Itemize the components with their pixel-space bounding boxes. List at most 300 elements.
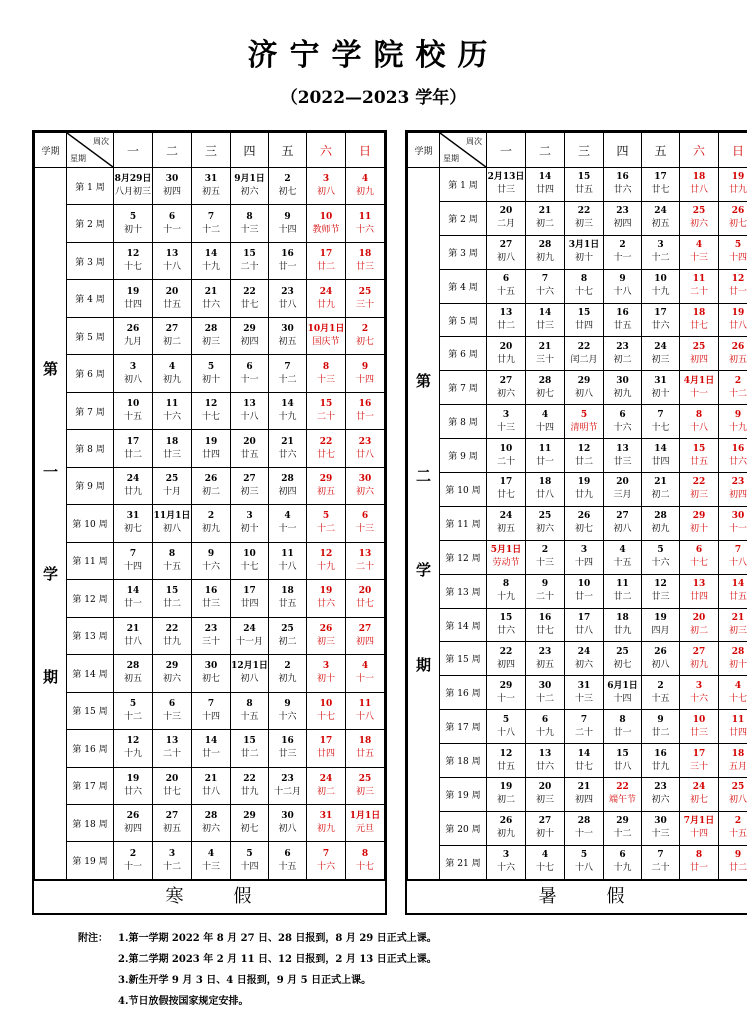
day-cell	[565, 405, 604, 439]
day-lunar: 廿八	[201, 786, 220, 797]
day-cell	[114, 317, 153, 354]
day-date: 3	[695, 680, 703, 691]
day-lunar: 十二	[162, 861, 181, 872]
day-lunar: 初七	[278, 187, 297, 198]
day-lunar: 十七	[689, 558, 708, 569]
day-lunar: 十六	[162, 412, 181, 423]
day-cell	[487, 269, 526, 303]
day-cell	[565, 473, 604, 507]
day-lunar: 廿四	[689, 592, 708, 603]
week-row	[408, 744, 747, 778]
day-date: 13	[616, 443, 629, 454]
day-date: 20	[165, 286, 179, 297]
day-cell	[680, 642, 719, 676]
day-date: 7	[734, 545, 742, 556]
week-label: 第 6 周	[67, 355, 114, 392]
day-lunar: 初四	[355, 636, 374, 647]
day-cell	[487, 303, 526, 337]
day-date: 26	[126, 811, 140, 822]
day-date: 4	[284, 511, 291, 522]
day-date: 18	[358, 249, 372, 260]
day-lunar: 十五	[162, 561, 181, 572]
day-lunar: 十九	[201, 262, 220, 273]
day-lunar: 十九	[613, 863, 632, 874]
day-cell	[487, 642, 526, 676]
day-date: 6	[284, 848, 291, 859]
week-label: 第 1 周	[440, 168, 487, 202]
day-date: 6	[619, 850, 626, 861]
day-date: 23	[731, 477, 745, 488]
day-cell	[307, 692, 346, 729]
week-row	[408, 439, 747, 473]
day-lunar: 初四	[240, 337, 259, 348]
day-lunar: 十三	[535, 558, 554, 569]
day-lunar: 初二	[689, 626, 708, 637]
day-cell	[269, 804, 307, 841]
day-cell	[192, 542, 231, 579]
note-item-4: 4.节日放假按国家规定安排。	[118, 996, 249, 1007]
day-cell	[642, 371, 680, 405]
day-date: 27	[358, 623, 372, 634]
day-lunar: 十六	[201, 561, 220, 572]
day-date: 23	[654, 782, 667, 793]
day-lunar: 廿四	[316, 749, 335, 760]
day-date: 2	[284, 661, 291, 672]
day-date: 28	[126, 661, 140, 672]
day-date: 8	[246, 211, 253, 222]
day-date: 23	[358, 436, 372, 447]
day-cell	[114, 467, 153, 504]
day-lunar: 十八	[240, 412, 259, 423]
day-date: 19	[126, 773, 140, 784]
day-date: 13	[165, 736, 179, 747]
day-lunar: 国庆节	[312, 337, 340, 348]
day-lunar: 初十	[651, 388, 670, 399]
day-cell	[719, 337, 747, 371]
day-date: 5	[657, 545, 664, 556]
week-label: 第 15 周	[67, 692, 114, 729]
day-cell	[719, 371, 747, 405]
day-lunar: 二月	[496, 219, 515, 230]
day-cell	[565, 608, 604, 642]
day-cell	[346, 168, 385, 205]
day-cell	[526, 778, 565, 812]
day-cell	[153, 804, 192, 841]
day-lunar: 九月	[123, 337, 142, 348]
day-date: 8	[502, 579, 510, 590]
day-lunar: 初八	[651, 659, 670, 670]
day-lunar: 初七	[240, 824, 259, 835]
week-label: 第 20 周	[440, 811, 487, 845]
day-lunar: 初三	[535, 795, 554, 806]
day-lunar: 十九	[496, 592, 515, 603]
day-date: 3	[246, 511, 253, 522]
day-lunar: 初七	[355, 337, 374, 348]
day-date: 17	[577, 613, 591, 624]
day-lunar: 初五	[496, 524, 515, 535]
day-date: 4	[541, 409, 549, 420]
day-date: 13	[358, 548, 372, 559]
header-day-6: 六	[307, 133, 346, 168]
day-lunar: 廿一	[613, 727, 632, 738]
day-date: 25	[358, 286, 372, 297]
week-row	[35, 730, 385, 767]
day-lunar: 初三	[355, 786, 374, 797]
semester-name-char: 第	[415, 372, 431, 391]
day-date: 4	[541, 850, 549, 861]
day-date: 2	[207, 511, 215, 522]
day-cell	[565, 811, 604, 845]
day-lunar: 廿一	[728, 287, 747, 298]
week-label: 第 19 周	[67, 842, 114, 879]
day-lunar: 十五	[278, 861, 297, 872]
day-lunar: 廿七	[162, 786, 181, 797]
day-date: 11	[538, 443, 552, 454]
day-cell	[346, 580, 385, 617]
vacation-banner	[34, 879, 385, 913]
day-lunar: 初九	[316, 824, 335, 835]
day-lunar: 廿六	[613, 185, 632, 196]
header-term: 学期	[408, 133, 440, 168]
day-cell	[114, 392, 153, 429]
day-cell	[680, 337, 719, 371]
day-lunar: 廿四	[240, 599, 259, 610]
day-lunar: 初二	[496, 795, 515, 806]
day-cell	[526, 303, 565, 337]
day-cell	[604, 269, 642, 303]
day-lunar: 十九	[728, 422, 747, 433]
week-row	[35, 168, 385, 205]
day-date: 17	[654, 308, 667, 318]
day-cell	[719, 201, 747, 235]
day-lunar: 十一	[496, 693, 515, 704]
day-lunar: 十五	[240, 711, 259, 722]
week-row	[408, 676, 747, 710]
day-lunar: 十六	[651, 558, 670, 569]
day-cell	[346, 804, 385, 841]
day-date: 29	[243, 811, 256, 822]
day-date: 8	[322, 361, 330, 372]
day-lunar: 廿六	[201, 299, 220, 310]
day-lunar: 十一	[613, 253, 632, 264]
day-cell	[604, 845, 642, 879]
week-label: 第 2 周	[67, 205, 114, 242]
day-cell	[231, 804, 269, 841]
day-date: 12月1日	[231, 661, 268, 672]
day-date: 2	[129, 848, 137, 859]
day-cell	[604, 303, 642, 337]
semester-name-char: 第	[42, 360, 58, 379]
day-date: 5	[502, 714, 510, 725]
day-date: 9	[207, 548, 215, 559]
day-lunar: 十二	[651, 253, 670, 264]
day-cell	[269, 842, 307, 879]
day-cell	[642, 439, 680, 473]
day-cell	[680, 676, 719, 710]
week-row	[35, 580, 385, 617]
day-lunar: 初六	[574, 659, 593, 670]
week-label: 第 14 周	[67, 655, 114, 692]
day-cell	[487, 574, 526, 608]
day-date: 5	[580, 409, 588, 420]
day-lunar: 十八	[278, 561, 297, 572]
day-cell	[346, 655, 385, 692]
day-cell	[231, 467, 269, 504]
day-cell	[642, 168, 680, 202]
day-date: 12	[204, 399, 218, 410]
day-cell	[114, 280, 153, 317]
day-cell	[307, 280, 346, 317]
day-cell	[642, 676, 680, 710]
day-date: 25	[281, 623, 294, 634]
day-cell	[642, 235, 680, 269]
day-date: 29	[616, 816, 629, 827]
week-label: 第 17 周	[67, 767, 114, 804]
day-cell	[642, 405, 680, 439]
day-lunar: 初八	[574, 388, 593, 399]
day-cell	[231, 280, 269, 317]
day-date: 15	[243, 736, 256, 747]
day-cell	[307, 542, 346, 579]
day-date: 27	[243, 473, 256, 484]
day-date: 26	[319, 623, 333, 634]
day-date: 7	[207, 698, 215, 709]
day-date: 11	[358, 698, 372, 709]
day-lunar: 廿六	[123, 786, 142, 797]
week-row	[408, 506, 747, 540]
day-lunar: 初十	[316, 674, 335, 685]
day-cell	[604, 506, 642, 540]
day-date: 29	[319, 473, 333, 484]
day-lunar: 廿八	[689, 185, 708, 196]
day-date: 22	[692, 477, 706, 488]
day-lunar: 廿八	[355, 449, 374, 460]
week-row	[408, 642, 747, 676]
day-date: 5	[129, 211, 137, 222]
day-date: 16	[281, 249, 294, 260]
day-lunar: 廿二	[613, 592, 632, 603]
day-cell	[346, 355, 385, 392]
day-lunar: 十九	[278, 412, 297, 423]
day-date: 6	[541, 714, 549, 725]
week-row	[35, 842, 385, 879]
day-cell	[526, 642, 565, 676]
week-label: 第 7 周	[67, 392, 114, 429]
day-cell	[269, 467, 307, 504]
day-date: 15	[319, 399, 333, 410]
day-date: 26	[654, 646, 667, 657]
day-cell	[153, 730, 192, 767]
day-cell	[604, 642, 642, 676]
week-row	[408, 201, 747, 235]
day-cell	[269, 242, 307, 279]
day-lunar: 初九	[535, 253, 554, 264]
day-cell	[231, 767, 269, 804]
day-lunar: 十七	[201, 412, 220, 423]
day-lunar: 廿九	[613, 626, 632, 637]
day-lunar: 十月	[162, 486, 181, 497]
day-lunar: 廿三	[535, 321, 554, 331]
day-lunar: 清明节	[570, 422, 598, 433]
day-date: 17	[499, 477, 513, 488]
day-lunar: 廿二	[574, 456, 593, 467]
day-date: 2	[541, 545, 549, 556]
day-lunar: 初四	[689, 354, 708, 365]
header-day-2: 二	[153, 133, 192, 168]
day-date: 27	[616, 511, 629, 522]
day-lunar: 初七	[123, 524, 142, 535]
day-cell	[604, 168, 642, 202]
week-row	[35, 655, 385, 692]
day-date: 30	[538, 680, 552, 691]
day-lunar: 十五	[123, 412, 142, 423]
page-subtitle: （2022—2023 学年）	[280, 88, 467, 108]
day-lunar: 闰二月	[570, 354, 598, 365]
day-cell	[307, 392, 346, 429]
day-cell	[565, 744, 604, 778]
semester-name-char: 期	[42, 667, 58, 686]
day-date: 3	[502, 850, 510, 861]
day-lunar: 十五	[728, 829, 747, 840]
day-cell	[719, 269, 747, 303]
day-lunar: 十八	[574, 863, 593, 874]
day-cell	[346, 692, 385, 729]
calendar-table	[407, 132, 747, 880]
day-cell	[153, 168, 192, 205]
day-date: 10	[319, 211, 333, 222]
day-date: 17	[319, 249, 333, 260]
day-cell	[153, 655, 192, 692]
day-date: 11	[358, 211, 372, 222]
day-cell	[642, 574, 680, 608]
day-cell	[642, 710, 680, 744]
day-cell	[269, 692, 307, 729]
day-date: 27	[165, 324, 179, 335]
week-row	[35, 505, 385, 542]
week-label: 第 5 周	[67, 317, 114, 354]
day-date: 12	[654, 579, 667, 590]
day-lunar: 十四	[278, 224, 297, 235]
day-cell	[565, 337, 604, 371]
day-date: 19	[577, 477, 591, 488]
day-cell	[192, 505, 231, 542]
header-term: 学期	[35, 133, 67, 168]
day-lunar: 廿七	[355, 599, 374, 610]
day-cell	[307, 242, 346, 279]
day-cell	[680, 811, 719, 845]
day-date: 5	[246, 848, 253, 859]
semester-name-char: 二	[415, 466, 431, 485]
day-date: 13	[692, 579, 706, 590]
day-date: 11	[731, 714, 745, 725]
day-lunar: 劳动节	[492, 558, 520, 569]
day-date: 19	[126, 286, 140, 297]
day-cell	[307, 617, 346, 654]
day-cell	[307, 730, 346, 767]
day-lunar: 初十	[574, 253, 593, 264]
day-lunar: 廿一	[355, 412, 374, 423]
day-date: 19	[499, 782, 513, 793]
day-cell	[565, 303, 604, 337]
day-cell	[153, 467, 192, 504]
day-cell	[231, 355, 269, 392]
day-date: 11	[616, 579, 629, 590]
header-day-7: 日	[719, 133, 747, 168]
day-lunar: 廿一	[123, 599, 142, 610]
day-date: 29	[165, 661, 179, 672]
week-label: 第 8 周	[67, 430, 114, 467]
day-date: 16	[538, 613, 552, 624]
day-lunar: 廿六	[535, 761, 554, 772]
day-lunar: 廿六	[496, 626, 515, 637]
day-date: 25	[358, 773, 372, 784]
page-title: 济宁学院校历	[247, 38, 500, 73]
day-lunar: 廿九	[651, 761, 670, 772]
day-cell	[604, 540, 642, 574]
day-date: 23	[538, 646, 552, 657]
day-lunar: 廿一	[689, 863, 708, 874]
day-date: 2月13日	[487, 172, 525, 183]
day-date: 5	[207, 361, 215, 372]
day-cell	[307, 655, 346, 692]
week-label: 第 5 周	[440, 303, 487, 337]
day-cell	[487, 405, 526, 439]
day-lunar: 初五	[162, 824, 181, 835]
day-lunar: 初四	[613, 219, 632, 230]
day-lunar: 十一	[355, 674, 374, 685]
day-date: 31	[654, 375, 667, 386]
day-date: 3	[322, 174, 330, 185]
day-cell	[153, 580, 192, 617]
day-lunar: 十三	[574, 693, 593, 704]
day-date: 9	[541, 579, 549, 590]
week-label: 第 6 周	[440, 337, 487, 371]
day-cell	[192, 842, 231, 879]
day-lunar: 十九	[651, 287, 670, 298]
day-cell	[719, 574, 747, 608]
day-date: 30	[281, 811, 294, 822]
day-lunar: 初二	[201, 486, 220, 497]
day-lunar: 廿七	[574, 761, 593, 772]
day-lunar: 廿二	[496, 321, 515, 331]
day-lunar: 十一	[240, 374, 259, 385]
day-date: 28	[654, 511, 667, 522]
day-date: 14	[577, 748, 591, 759]
week-row	[408, 371, 747, 405]
day-cell	[642, 303, 680, 337]
day-lunar: 十一	[728, 524, 747, 535]
day-cell	[604, 405, 642, 439]
day-lunar: 初五	[316, 486, 335, 497]
day-lunar: 十五	[496, 287, 515, 298]
day-cell	[565, 710, 604, 744]
day-cell	[307, 767, 346, 804]
day-lunar: 十三	[689, 253, 708, 264]
day-date: 12	[731, 274, 745, 285]
day-date: 27	[499, 240, 513, 251]
day-cell	[680, 405, 719, 439]
semester-name-char: 一	[42, 462, 58, 481]
day-lunar: 初二	[316, 786, 335, 797]
day-cell	[526, 608, 565, 642]
day-date: 11	[692, 274, 706, 285]
day-date: 21	[126, 623, 140, 634]
day-date: 6	[619, 409, 626, 420]
day-cell	[487, 540, 526, 574]
day-cell	[346, 617, 385, 654]
day-lunar: 初十	[689, 524, 708, 535]
day-date: 9	[284, 698, 291, 709]
